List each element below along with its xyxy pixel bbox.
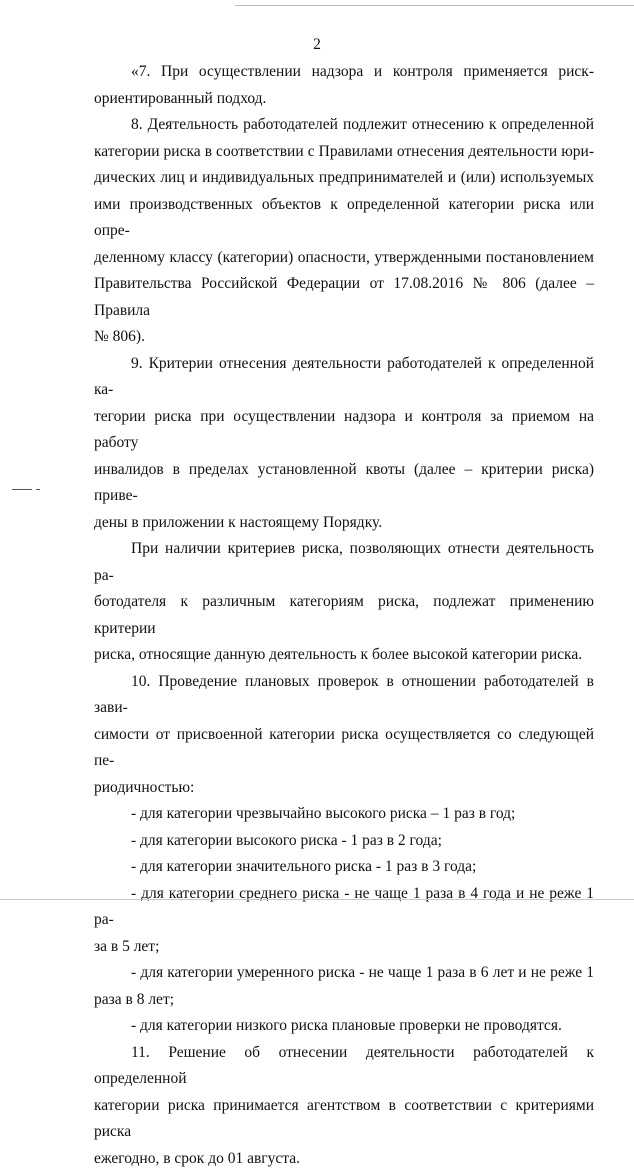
text-line: дены в приложении к настоящему Порядку. [94,510,594,537]
text-line: дических лиц и индивидуальных предпринимателей и (или) используемых [94,165,594,192]
scan-margin-mark [36,489,40,490]
text-line: симости от присвоенной категории риска осуществляется со следующей пе- [94,722,594,775]
document-body [94,59,594,1172]
text-line: - для категории умеренного риска - не чаще 1 раза в 6 лет и не реже 1 [94,960,594,987]
scan-margin-mark [12,489,32,490]
text-line: - для категории среднего риска - не чаще 1 раза в 4 года и не реже 1 ра- [94,881,594,934]
scan-top-edge-line [235,5,634,6]
text-line: ежегодно, в срок до 01 августа. [94,1146,594,1172]
text-line: 11. Решение об отнесении деятельности работодателей к определенной [94,1040,594,1093]
text-line: деленному классу (категории) опасности, утвержденными постановлением [94,245,594,272]
page-number: 2 [0,36,634,54]
text-line: риска, относящие данную деятельность к более высокой категории риска. [94,642,594,669]
text-line: Правительства Российской Федерации от 17.08.2016 № 806 (далее – Правила [94,271,594,324]
text-line: 10. Проведение плановых проверок в отношении работодателей в зави- [94,669,594,722]
text-line: риодичностью: [94,775,594,802]
text-line: «7. При осуществлении надзора и контроля применяется риск- [94,59,594,86]
text-line: - для категории значительного риска - 1 раз в 3 года; [94,854,594,881]
text-line: категории риска принимается агентством в соответствии с критериями риска [94,1093,594,1146]
text-line: за в 5 лет; [94,934,594,961]
text-line: - для категории низкого риска плановые проверки не проводятся. [94,1013,594,1040]
text-line: При наличии критериев риска, позволяющих отнести деятельность ра- [94,536,594,589]
text-line: инвалидов в пределах установленной квоты (далее – критерии риска) приве- [94,457,594,510]
text-line: 9. Критерии отнесения деятельности работодателей к определенной ка- [94,351,594,404]
text-line: ими производственных объектов к определенной категории риска или опре- [94,192,594,245]
text-line: - для категории чрезвычайно высокого риска – 1 раз в год; [94,801,594,828]
text-line: - для категории высокого риска - 1 раз в 2 года; [94,828,594,855]
text-line: ботодателя к различным категориям риска, подлежат применению критерии [94,589,594,642]
text-line: раза в 8 лет; [94,987,594,1014]
text-line: тегории риска при осуществлении надзора и контроля за приемом на работу [94,404,594,457]
text-line: № 806). [94,324,594,351]
text-line: ориентированный подход. [94,86,594,113]
text-line: 8. Деятельность работодателей подлежит отнесению к определенной [94,112,594,139]
text-line: категории риска в соответствии с Правилами отнесения деятельности юри- [94,139,594,166]
scan-bottom-edge-line [0,899,634,900]
